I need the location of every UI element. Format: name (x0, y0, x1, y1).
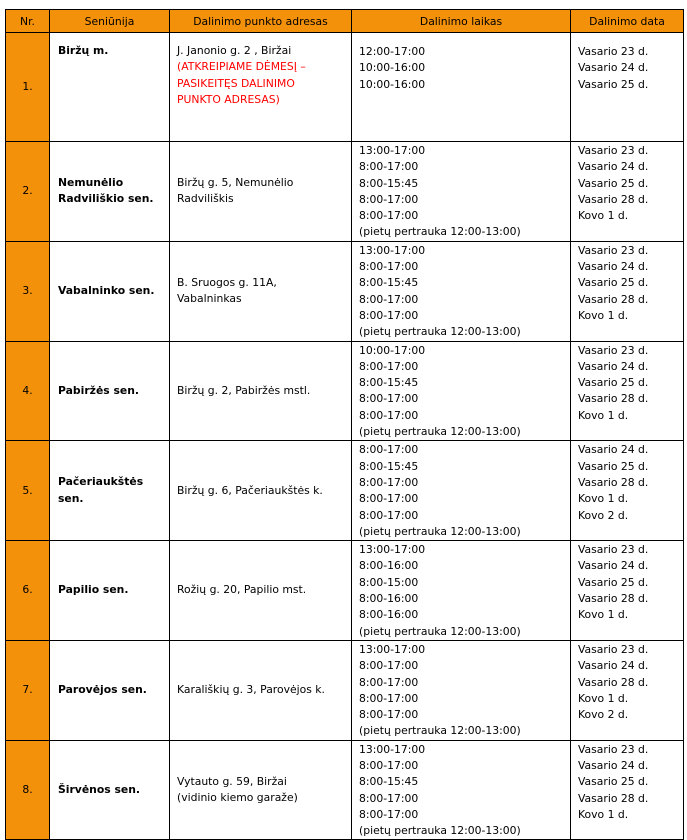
time-entry: 8:00-17:00 (359, 308, 419, 322)
date-entry: Kovo 1 d. (578, 608, 629, 622)
date-entry: Vasario 24 d. (578, 160, 649, 174)
header-time: Dalinimo laikas (352, 10, 571, 33)
date-entry: Kovo 1 d. (578, 691, 629, 705)
row-number: 8. (6, 740, 50, 840)
date-entry: Vasario 25 d. (578, 459, 649, 473)
row-address: Biržų g. 2, Pabiržės mstl. (170, 341, 352, 441)
row-number: 6. (6, 541, 50, 641)
date-entry: Vasario 25 d. (578, 376, 649, 390)
row-seniunija: Pabiržės sen. (50, 341, 170, 441)
date-entry: Vasario 28 d. (578, 675, 649, 689)
row-address (170, 33, 352, 142)
row-address (170, 241, 352, 341)
date-entry: Vasario 24 d. (578, 61, 649, 75)
seniunija-line: Radviliškio sen. (58, 192, 154, 206)
row-number: 2. (6, 142, 50, 242)
row-seniunija: Širvėnos sen. (50, 740, 170, 840)
row-number: 7. (6, 640, 50, 740)
table-row (6, 640, 684, 740)
time-entry: 8:00-17:00 (359, 408, 419, 422)
table-row (6, 33, 684, 142)
date-entry: Vasario 23 d. (578, 742, 649, 756)
header-nr: Nr. (6, 10, 50, 33)
time-entry: 8:00-17:00 (359, 209, 419, 223)
row-times (352, 241, 571, 341)
date-entry: Vasario 24 d. (578, 359, 649, 373)
table-row (6, 541, 684, 641)
row-address (170, 142, 352, 242)
date-entry: Vasario 28 d. (578, 192, 649, 206)
address-change-note: (ATKREIPIAME DĖMESĮ – (177, 60, 306, 74)
date-entry: Kovo 2 d. (578, 708, 629, 722)
header-seniunija: Seniūnija (50, 10, 170, 33)
time-entry: 8:00-17:00 (359, 708, 419, 722)
row-dates (571, 241, 684, 341)
row-seniunija (50, 142, 170, 242)
date-entry: Vasario 23 d. (578, 45, 649, 58)
address-change-note: PUNKTO ADRESAS) (177, 92, 280, 106)
lunch-break-note: (pietų pertrauka 12:00-13:00) (359, 325, 521, 339)
date-entry: Kovo 1 d. (578, 408, 629, 422)
date-entry: Vasario 24 d. (578, 758, 649, 772)
row-times (352, 640, 571, 740)
address-line: B. Sruogos g. 11A, (177, 275, 277, 289)
time-entry: 13:00-17:00 (359, 543, 426, 557)
header-address: Dalinimo punkto adresas (170, 10, 352, 33)
address-line: J. Janonio g. 2 , Biržai (177, 44, 292, 57)
time-entry: 13:00-17:00 (359, 742, 426, 756)
time-entry: 8:00-15:00 (359, 575, 419, 589)
date-entry: Vasario 24 d. (578, 559, 649, 573)
time-entry: 8:00-17:00 (359, 659, 419, 673)
address-line: Vytauto g. 59, Biržai (177, 774, 287, 788)
time-entry: 8:00-17:00 (359, 691, 419, 705)
time-entry: 12:00-17:00 (359, 45, 426, 58)
row-dates (571, 640, 684, 740)
date-entry: Kovo 1 d. (578, 209, 629, 223)
row-dates (571, 142, 684, 242)
address-line: Vabalninkas (177, 292, 242, 306)
row-seniunija: Pačeriaukštės sen. (50, 441, 170, 541)
row-number: 3. (6, 241, 50, 341)
time-entry: 8:00-15:45 (359, 176, 419, 190)
time-entry: 13:00-17:00 (359, 243, 426, 257)
row-number: 1. (6, 33, 50, 142)
date-entry: Vasario 28 d. (578, 791, 649, 805)
time-entry: 10:00-16:00 (359, 77, 426, 91)
date-entry: Vasario 25 d. (578, 176, 649, 190)
row-address (170, 740, 352, 840)
row-dates (571, 33, 684, 142)
address-line: (vidinio kiemo garaže) (177, 791, 298, 805)
lunch-break-note: (pietų pertrauka 12:00-13:00) (359, 624, 521, 638)
row-seniunija: Papilio sen. (50, 541, 170, 641)
time-entry: 8:00-16:00 (359, 592, 419, 606)
time-entry: 8:00-15:45 (359, 276, 419, 290)
row-address: Rožių g. 20, Papilio mst. (170, 541, 352, 641)
time-entry: 8:00-15:45 (359, 459, 419, 473)
date-entry: Kovo 1 d. (578, 308, 629, 322)
time-entry: 8:00-16:00 (359, 608, 419, 622)
header-date: Dalinimo data (571, 10, 684, 33)
date-entry: Vasario 23 d. (578, 243, 649, 257)
header-row (6, 10, 684, 33)
time-entry: 8:00-17:00 (359, 392, 419, 406)
row-times (352, 441, 571, 541)
date-entry: Vasario 23 d. (578, 543, 649, 557)
time-entry: 8:00-17:00 (359, 260, 419, 274)
date-entry: Kovo 1 d. (578, 807, 629, 821)
lunch-break-note: (pietų pertrauka 12:00-13:00) (359, 824, 521, 838)
time-entry: 8:00-17:00 (359, 791, 419, 805)
seniunija-line: Nemunėlio (58, 176, 124, 190)
time-entry: 8:00-17:00 (359, 758, 419, 772)
row-times (352, 341, 571, 441)
date-entry: Vasario 23 d. (578, 642, 649, 656)
row-number: 4. (6, 341, 50, 441)
row-times (352, 541, 571, 641)
row-dates (571, 341, 684, 441)
time-entry: 8:00-15:45 (359, 775, 419, 789)
time-entry: 8:00-17:00 (359, 807, 419, 821)
time-entry: 8:00-17:00 (359, 475, 419, 489)
row-address: Karališkių g. 3, Parovėjos k. (170, 640, 352, 740)
time-entry: 10:00-17:00 (359, 343, 426, 357)
time-entry: 10:00-16:00 (359, 61, 426, 75)
table-row (6, 241, 684, 341)
distribution-schedule-table (5, 9, 684, 840)
row-times (352, 740, 571, 840)
date-entry: Kovo 1 d. (578, 492, 629, 506)
date-entry: Vasario 23 d. (578, 343, 649, 357)
date-entry: Vasario 24 d. (578, 443, 649, 457)
time-entry: 8:00-17:00 (359, 160, 419, 174)
lunch-break-note: (pietų pertrauka 12:00-13:00) (359, 425, 521, 439)
lunch-break-note: (pietų pertrauka 12:00-13:00) (359, 724, 521, 738)
date-entry: Vasario 25 d. (578, 276, 649, 290)
time-entry: 8:00-17:00 (359, 443, 419, 457)
row-times (352, 33, 571, 142)
date-entry: Kovo 2 d. (578, 508, 629, 522)
row-times (352, 142, 571, 242)
lunch-break-note: (pietų pertrauka 12:00-13:00) (359, 225, 521, 239)
date-entry: Vasario 25 d. (578, 775, 649, 789)
time-entry: 8:00-17:00 (359, 492, 419, 506)
row-seniunija: Vabalninko sen. (50, 241, 170, 341)
date-entry: Vasario 28 d. (578, 592, 649, 606)
date-entry: Vasario 28 d. (578, 292, 649, 306)
table-row (6, 142, 684, 242)
address-change-note: PASIKEITĘS DALINIMO (177, 76, 295, 90)
row-dates (571, 441, 684, 541)
date-entry: Vasario 28 d. (578, 392, 649, 406)
date-entry: Vasario 24 d. (578, 659, 649, 673)
row-dates (571, 541, 684, 641)
table-row (6, 740, 684, 840)
date-entry: Vasario 28 d. (578, 475, 649, 489)
time-entry: 8:00-15:45 (359, 376, 419, 390)
time-entry: 8:00-17:00 (359, 192, 419, 206)
date-entry: Vasario 23 d. (578, 144, 649, 157)
table-row (6, 341, 684, 441)
time-entry: 13:00-17:00 (359, 642, 426, 656)
row-dates (571, 740, 684, 840)
time-entry: 8:00-17:00 (359, 359, 419, 373)
date-entry: Vasario 25 d. (578, 575, 649, 589)
table-row (6, 441, 684, 541)
time-entry: 8:00-16:00 (359, 559, 419, 573)
row-number: 5. (6, 441, 50, 541)
date-entry: Vasario 25 d. (578, 77, 649, 91)
time-entry: 8:00-17:00 (359, 675, 419, 689)
time-entry: 13:00-17:00 (359, 144, 426, 157)
date-entry: Vasario 24 d. (578, 260, 649, 274)
address-line: Biržų g. 5, Nemunėlio (177, 176, 294, 190)
time-entry: 8:00-17:00 (359, 508, 419, 522)
address-line: Radviliškis (177, 192, 234, 206)
row-seniunija: Parovėjos sen. (50, 640, 170, 740)
row-address: Biržų g. 6, Pačeriaukštės k. (170, 441, 352, 541)
time-entry: 8:00-17:00 (359, 292, 419, 306)
lunch-break-note: (pietų pertrauka 12:00-13:00) (359, 524, 521, 538)
row-seniunija: Biržų m. (50, 33, 170, 142)
